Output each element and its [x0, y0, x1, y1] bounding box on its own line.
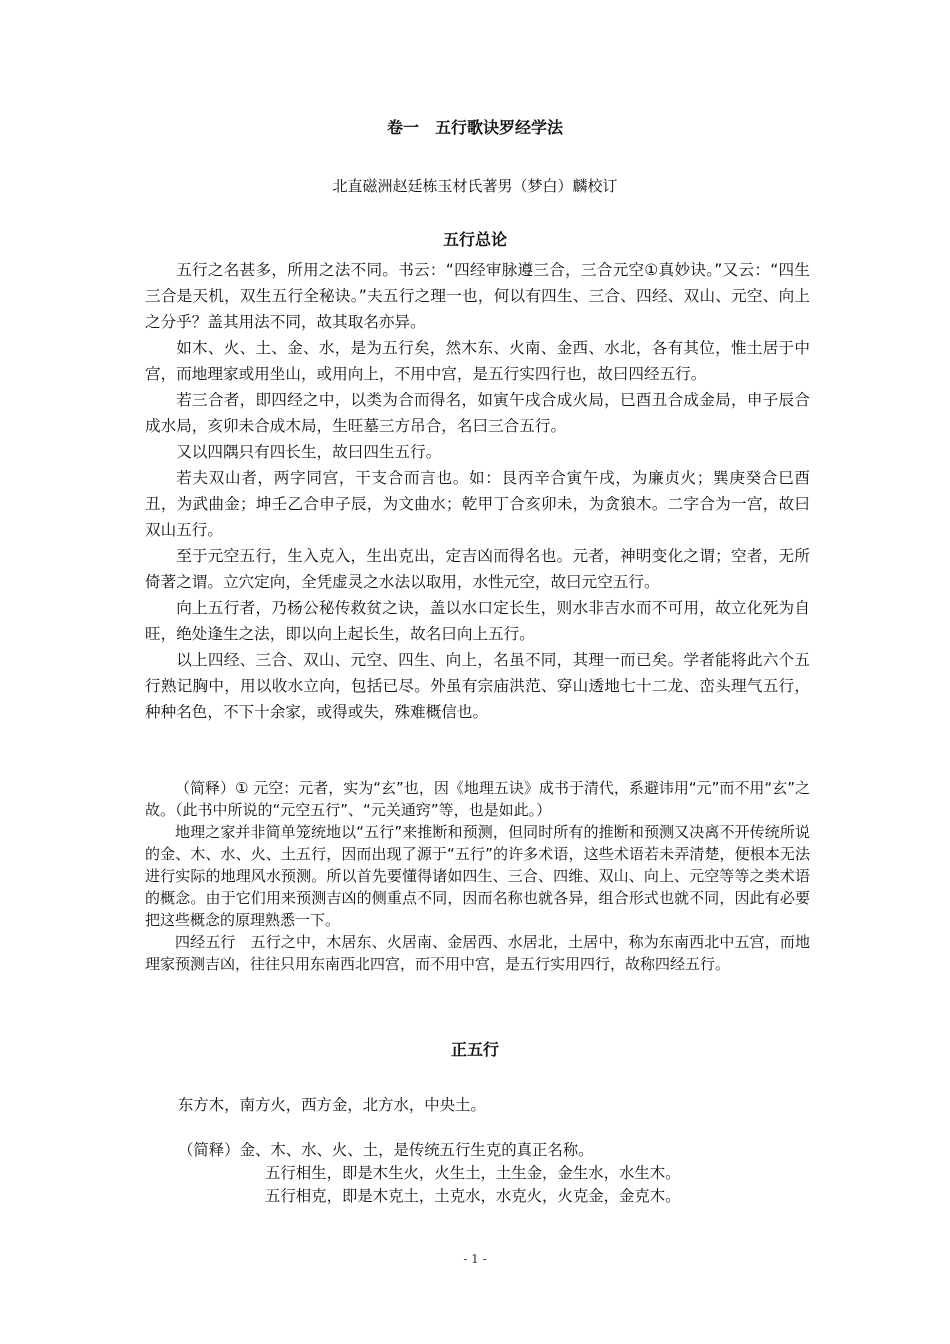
paragraph: 若三合者，即四经之中，以类为合而得名，如寅午戌合成火局，巳酉丑合成金局，申子辰合成水局，亥卯未合成木局，生旺墓三方吊合，名曰三合五行。 — [145, 391, 810, 435]
paragraph: 以上四经、三合、双山、元空、四生、向上，名虽不同，其理一而已矣。学者能将此六个五行熟记胸中，用以收水立向，包括已尽。外虽有宗庙洪范、穿山透地七十二龙、峦头理气五行，种种名色，不下十余家，或得或失，殊难概信也。 — [145, 651, 810, 721]
annotation-lead: （简释）金、木、水、火、土，是传统五行生克的真正名称。 — [178, 1141, 594, 1159]
section-body-general — [145, 257, 810, 725]
annotation-paragraph: 四经五行 五行之中，木居东、火居南、金居西、水居北，土居中，称为东南西北中五宫，而地理家预测吉凶，往往只用东南西北四宫，而不用中宫，是五行实用四行，故称四经五行。 — [145, 933, 810, 973]
annotation-block — [145, 777, 810, 975]
paragraph: 若夫双山者，两字同宫，干支合而言也。如：艮丙辛合寅午戌，为廉贞火；巽庚癸合巳酉丑，为武曲金；坤壬乙合申子辰，为文曲水；乾甲丁合亥卯未，为贪狼木。二字合为一宫，故曰双山五行。 — [145, 469, 810, 539]
paragraph: 又以四隅只有四长生，故曰四生五行。 — [176, 443, 442, 461]
section-heading-zheng-wuxing: 正五行 — [450, 1040, 499, 1059]
byline: 北直磁洲赵廷栋玉材氏著男（梦白）麟校订 — [332, 177, 618, 195]
annotation-paragraph: 地理之家并非简单笼统地以“五行”来推断和预测，但同时所有的推断和预测又决离不开传统所说的金、木、水、火、土五行，因而出现了源于“五行”的许多术语，这些术语若未弄清楚，便根本无法进行实际的地理风水预测。所以首先要懂得诸如四生、三合、四维、双山、向上、元空等等之类术语的概念。由于它们用来预测吉凶的侧重点不同，因而名称也就各异，组合形式也就不同，因此有必要把这些概念的原理熟悉一下。 — [145, 823, 810, 929]
paragraph: 至于元空五行，生入克入，生出克出，定吉凶而得名也。元者，神明变化之谓；空者，无所倚著之谓。立穴定向，全凭虚灵之水法以取用，水性元空，故曰元空五行。 — [145, 547, 810, 591]
section-heading-general: 五行总论 — [442, 230, 507, 249]
annotation-paragraph: （简释）① 元空：元者，实为“玄”也，因《地理五诀》成书于清代，系避讳用“元”而不用“玄”之故。（此书中所说的“元空五行”、“元关通窍”等，也是如此。） — [145, 779, 810, 819]
paragraph: 向上五行者，乃杨公秘传救贫之诀，盖以水口定长生，则水非吉水而不可用，故立化死为自旺，绝处逢生之法，即以向上起长生，故名曰向上五行。 — [145, 599, 810, 643]
paragraph: 如木、火、土、金、水，是为五行矣，然木东、火南、金西、水北，各有其位，惟土居于中宫，而地理家或用坐山，或用向上，不用中宫，是五行实四行也，故曰四经五行。 — [145, 339, 810, 383]
paragraph: 五行之名甚多，所用之法不同。书云：“四经审脉遵三合，三合元空①真妙诀。”又云：“四生三合是天机，双生五行全秘诀。”夫五行之理一也，何以有四生、三合、四经、双山、元空、向上之分乎？盖其用法不同，故其取名亦异。 — [145, 261, 810, 331]
annotation-line-ke: 五行相克，即是木克土，土克水，水克火，火克金，金克木。 — [265, 1187, 681, 1205]
section-body-zheng-wuxing: 东方木，南方火，西方金，北方水，中央土。 — [178, 1096, 486, 1114]
chapter-title: 卷一 五行歌诀罗经学法 — [386, 118, 563, 137]
page-number: - 1 - — [463, 1252, 487, 1266]
annotation-line-sheng: 五行相生，即是木生火，火生土，土生金，金生水，水生木。 — [265, 1164, 681, 1182]
